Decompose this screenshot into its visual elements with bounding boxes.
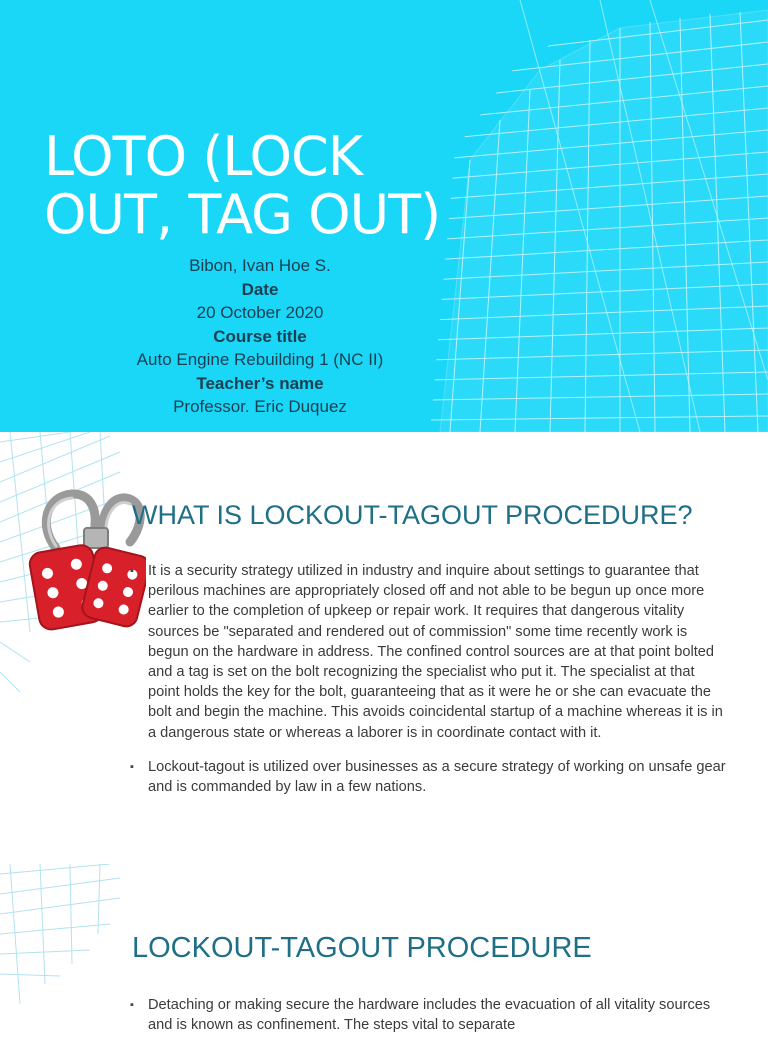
teacher-label: Teacher’s name [196,373,324,393]
slide3-bullet-list [130,995,730,1049]
course-value: Auto Engine Rebuilding 1 (NC II) [136,350,384,369]
square-bullet-icon: ▪ [130,760,134,773]
list-item [130,561,730,743]
slide2-heading: WHAT IS LOCKOUT-TAGOUT PROCEDURE? [132,500,693,530]
bullet-text: Lockout-tagout is utilized over businesses as a secure strategy of working on unsafe gear and is commanded by law in a few nations. [148,758,726,796]
presentation-title: LOTO (LOCK OUT, TAG OUT) [44,125,441,246]
date-value: 20 October 2020 [196,303,324,322]
date-label: Date [241,279,279,299]
course-label: Course title [213,326,307,346]
title-slide [0,0,768,432]
lockout-hasp-icon [28,486,146,632]
slide3-heading: LOCKOUT-TAGOUT PROCEDURE [132,932,592,964]
slide2-bullet-list [130,561,730,811]
title-meta-block [40,254,480,419]
bullet-text: It is a security strategy utilized in industry and inquire about settings to guarantee that perilous machines are appropriately closed off and not able to be begun up once more earlier to the completion of upkeep or repair work. It requires that dangerous vitality sources be "separated and rendered out of commission" some time recently work is begun on the hardware in address. The confined control sources are at that point bolted and a tag is set on the bolt recognizing the specialist who put it. The specialist at that point holds the key for the bolt, guaranteeing that as it were he or she can evacuate the bolt and begin the machine. This avoids coincidental startup of a machine whereas it is in a dangerous state or whereas a laborer is in coordinate contact with it. [148,563,723,741]
square-bullet-icon: ▪ [130,999,134,1011]
list-item [130,995,730,1035]
bullet-text: Detaching or making secure the hardware includes the evacuation of all vitality sources and is known as confinement. The steps vital to separate [148,997,711,1034]
list-item [130,757,730,797]
square-bullet-icon: ▪ [130,565,134,577]
teacher-value: Professor. Eric Duquez [173,397,347,416]
author-name: Bibon, Ivan Hoe S. [189,256,331,275]
